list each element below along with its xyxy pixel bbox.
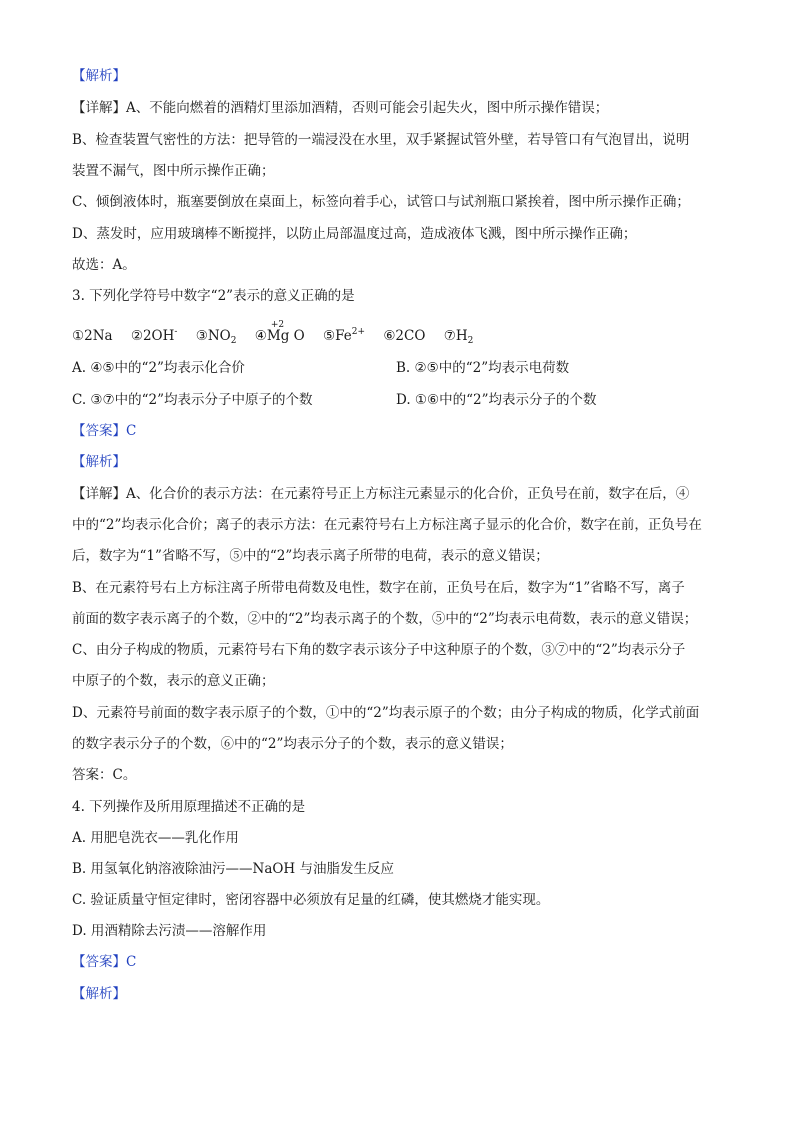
symbol-4: ④ +2 Mg O	[254, 320, 305, 344]
symbol-7: $⑦H_2$	[443, 328, 474, 346]
conclusion-line: 故选：A。	[72, 257, 136, 273]
symbol-2: ②2OH-	[130, 327, 178, 344]
option-d: D. 用酒精除去污渍——溶解作用	[72, 923, 267, 939]
detail-line: 的数字表示分子的个数，⑥中的“2”均表示分子的个数，表示的意义错误；	[72, 736, 513, 752]
option-a: A. 用肥皂洗衣——乳化作用	[72, 830, 239, 846]
analysis-heading: 【解析】	[72, 454, 126, 470]
detail-line: B、检查装置气密性的方法：把导管的一端浸没在水里，双手紧握试管外壁，若导管口有气泡冒出，说明	[72, 132, 690, 148]
symbol-5: $⑤Fe^{2+}$	[323, 327, 366, 344]
option-b: B. 用氢氧化钠溶液除油污——NaOH 与油脂发生反应	[72, 861, 394, 877]
detail-line: 【详解】A、化合价的表示方法：在元素符号正上方标注元素显示的化合价，正负号在前，数字在后，④	[72, 486, 690, 502]
question-3-symbols	[72, 322, 724, 351]
option-d: D. ①⑥中的“2”均表示分子的个数	[396, 392, 597, 408]
option-c: C. 验证质量守恒定律时，密闭容器中必须放有足量的红磷，使其燃烧才能实现。	[72, 892, 550, 908]
option-c: C. ③⑦中的“2”均表示分子中原子的个数	[72, 392, 313, 408]
detail-line: C、由分子构成的物质，元素符号右下角的数字表示该分子中这种原子的个数，③⑦中的“2”均表示分子	[72, 642, 686, 658]
question-3-options-row-1	[72, 358, 724, 378]
answer-heading: 【答案】C	[72, 954, 137, 970]
answer-heading: 【答案】C	[72, 423, 137, 439]
detail-line: C、倾倒液体时，瓶塞要倒放在桌面上，标签向着手心，试管口与试剂瓶口紧挨着，图中所示操作正确；	[72, 194, 690, 210]
question-3-options-row-2	[72, 390, 724, 410]
detail-line: 中的“2”均表示化合价；离子的表示方法：在元素符号右上方标注离子显示的化合价，数字在前，正负号在	[72, 517, 702, 533]
question-4-stem: 4. 下列操作及所用原理描述不正确的是	[72, 799, 306, 815]
analysis-heading: 【解析】	[72, 986, 126, 1002]
option-a: A. ④⑤中的“2”均表示化合价	[72, 360, 245, 376]
detail-line: 前面的数字表示离子的个数，②中的“2”均表示离子的个数，⑤中的“2”均表示电荷数，表示的意义错误；	[72, 611, 698, 627]
question-3-stem: 3. 下列化学符号中数字“2”表示的意义正确的是	[72, 288, 355, 304]
option-b: B. ②⑤中的“2”均表示电荷数	[396, 360, 570, 376]
symbol-3: $③NO_2$	[195, 328, 237, 346]
analysis-heading: 【解析】	[72, 68, 126, 84]
detail-line: D、元素符号前面的数字表示原子的个数，①中的“2”均表示原子的个数；由分子构成的物质，化学式前面	[72, 705, 700, 721]
symbol-6: ⑥2CO	[383, 328, 426, 344]
detail-line: 中原子的个数，表示的意义正确；	[72, 673, 275, 689]
symbol-1: ①2Na	[72, 328, 113, 344]
detail-line: 后，数字为“1”省略不写，⑤中的“2”均表示离子所带的电荷，表示的意义错误；	[72, 548, 549, 564]
detail-line: D、蒸发时，应用玻璃棒不断搅拌，以防止局部温度过高，造成液体飞溅，图中所示操作正确；	[72, 226, 637, 242]
detail-line: B、在元素符号右上方标注离子所带电荷数及电性，数字在前，正负号在后，数字为“1”省略不写，离子	[72, 580, 685, 596]
detail-line: 【详解】A、不能向燃着的酒精灯里添加酒精，否则可能会引起失火，图中所示操作错误；	[72, 100, 609, 116]
detail-line: 装置不漏气，图中所示操作正确；	[72, 163, 275, 179]
conclusion-line: 答案：C。	[72, 767, 137, 783]
